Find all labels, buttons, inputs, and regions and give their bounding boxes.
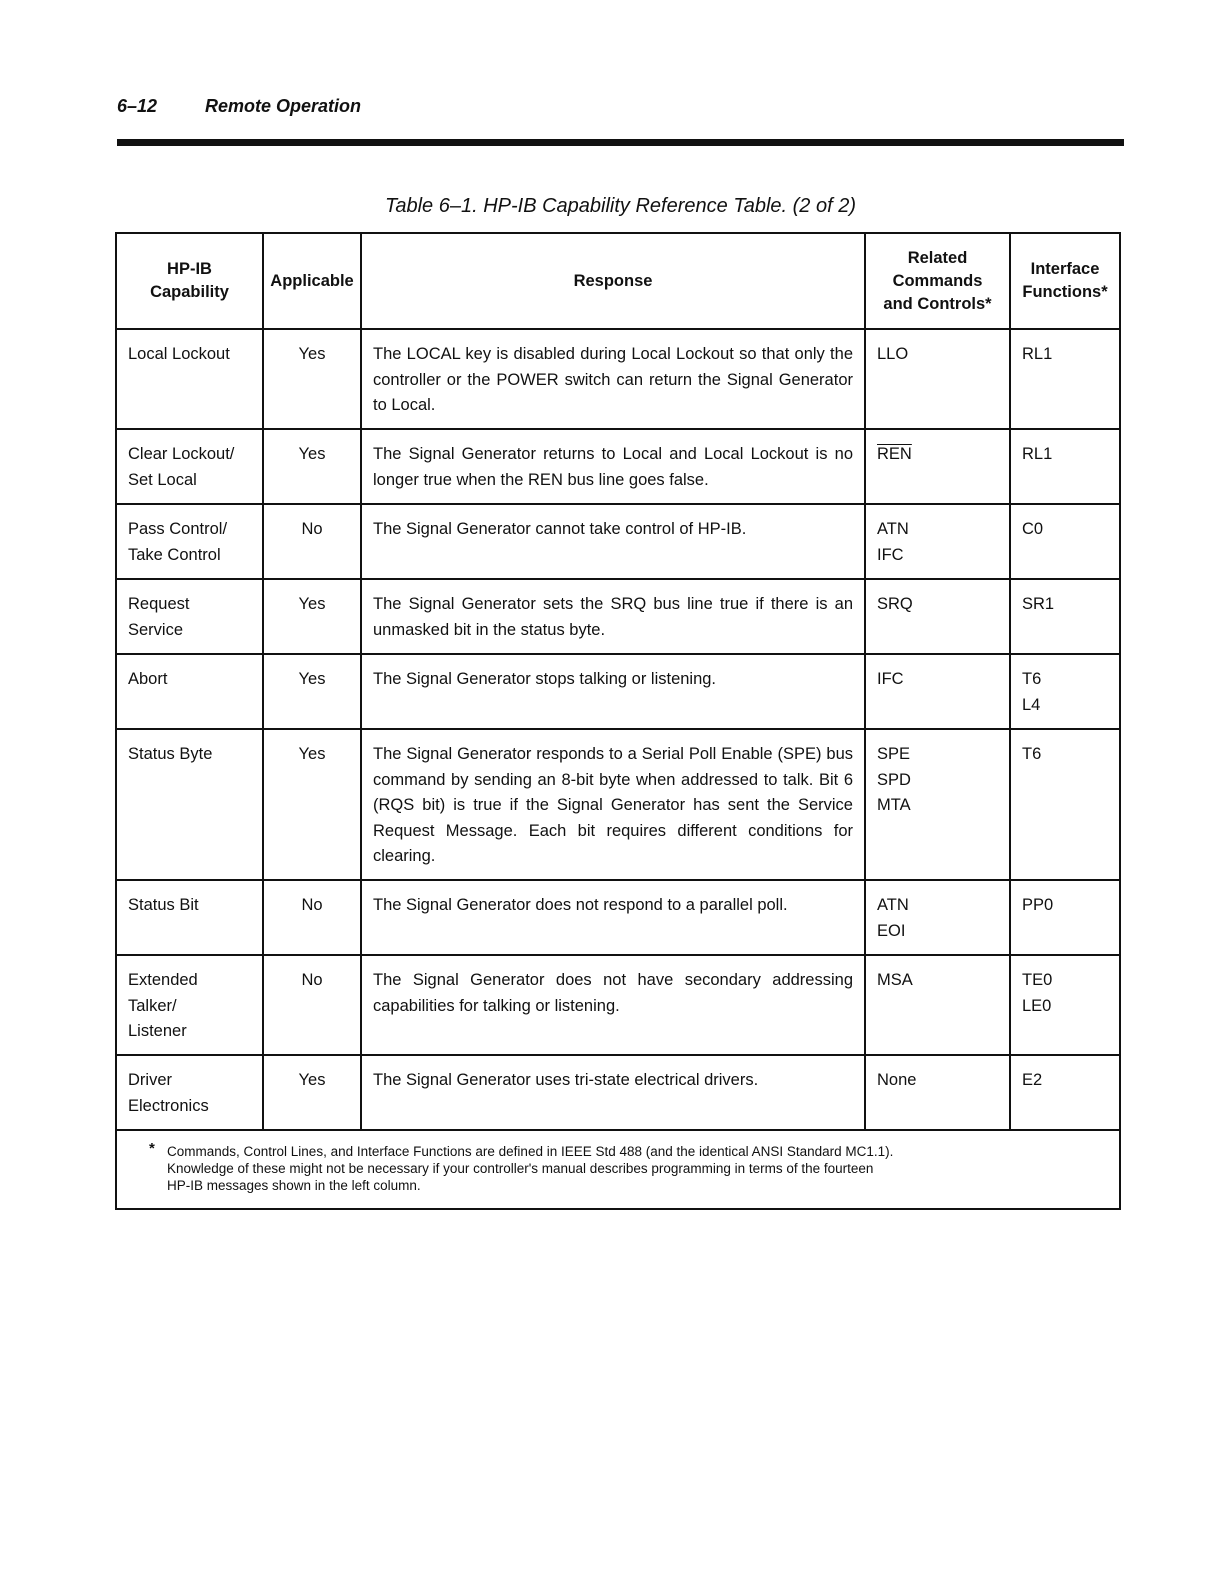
function-text: T6	[1022, 670, 1042, 688]
response-cell: The Signal Generator returns to Local and Local Lockout is no longer true when the REN bus line goes false.	[361, 429, 865, 504]
functions-cell	[1010, 429, 1120, 504]
col-capability-line: Capability	[150, 283, 229, 301]
footnote-marker: *	[149, 1140, 155, 1157]
capability-table	[115, 232, 1121, 1210]
capability-text: Status Bit	[128, 896, 199, 914]
col-applicable: Applicable	[263, 233, 361, 329]
functions-cell	[1010, 955, 1120, 1055]
col-capability	[116, 233, 263, 329]
command-text: LLO	[877, 345, 909, 363]
capability-text: Status Byte	[128, 745, 213, 763]
commands-cell	[865, 429, 1010, 504]
capability-cell	[116, 1055, 263, 1130]
table-row	[116, 729, 1120, 880]
capability-text: Driver	[128, 1071, 172, 1089]
table-row	[116, 654, 1120, 729]
functions-cell	[1010, 1055, 1120, 1130]
functions-cell	[1010, 504, 1120, 579]
function-text: E2	[1022, 1071, 1043, 1089]
commands-cell	[865, 329, 1010, 429]
commands-cell	[865, 504, 1010, 579]
functions-cell	[1010, 729, 1120, 880]
command-text: SPE	[877, 745, 911, 763]
capability-cell	[116, 429, 263, 504]
section-title: Remote Operation	[205, 96, 362, 116]
table-caption: Table 6–1. HP-IB Capability Reference Table. (2 of 2)	[384, 195, 856, 217]
applicable-cell: No	[263, 955, 361, 1055]
response-cell: The Signal Generator does not respond to a parallel poll.	[361, 880, 865, 955]
applicable-cell: Yes	[263, 429, 361, 504]
capability-text: Talker/	[128, 996, 177, 1015]
col-commands	[865, 233, 1010, 329]
footnote	[116, 1130, 1120, 1209]
table-row	[116, 329, 1120, 429]
capability-text: Clear Lockout/	[128, 445, 235, 463]
response-cell: The LOCAL key is disabled during Local Lockout so that only the controller or the POWER switch can return the Signal Generator to Local.	[361, 329, 865, 429]
function-text: TE0	[1022, 971, 1053, 989]
col-commands-line: and Controls*	[883, 294, 992, 313]
function-text: RL1	[1022, 345, 1053, 363]
applicable-cell: No	[263, 504, 361, 579]
capability-text: Abort	[128, 670, 168, 688]
col-functions	[1010, 233, 1120, 329]
table-row	[116, 880, 1120, 955]
command-text: EOI	[877, 921, 906, 940]
header-rule	[117, 139, 1124, 146]
command-text: SPD	[877, 770, 911, 789]
commands-cell	[865, 880, 1010, 955]
footnote-line: Commands, Control Lines, and Interface Functions are defined in IEEE Std 488 (and the identical ANSI Standard MC1.1).	[167, 1144, 894, 1159]
header-row	[116, 233, 1120, 329]
command-text: MSA	[877, 971, 913, 989]
function-text: SR1	[1022, 595, 1055, 613]
command-text: $\overline{REN}$	[877, 445, 912, 463]
response-cell: The Signal Generator responds to a Serial Poll Enable (SPE) bus command by sending an 8-bit byte when addressed to talk. Bit 6 (RQS bit) is true if the Signal Generator has sent the Service Request Message. Each bit requires different conditions for clearing.	[361, 729, 865, 880]
capability-cell	[116, 579, 263, 654]
response-cell: The Signal Generator uses tri-state electrical drivers.	[361, 1055, 865, 1130]
function-text: T6	[1022, 745, 1042, 763]
footnote-row	[116, 1130, 1120, 1209]
applicable-cell: Yes	[263, 579, 361, 654]
functions-cell	[1010, 329, 1120, 429]
capability-text: Service	[128, 620, 184, 639]
commands-cell	[865, 1055, 1010, 1130]
page-number: 6–12	[117, 96, 158, 116]
capability-cell	[116, 880, 263, 955]
command-text: SRQ	[877, 595, 913, 613]
col-functions-line: Functions*	[1022, 283, 1108, 301]
footnote-line: Knowledge of these might not be necessary if your controller's manual describes programming in terms of the fourteen	[167, 1161, 874, 1176]
function-text: C0	[1022, 520, 1044, 538]
command-text: None	[877, 1071, 917, 1089]
function-text: PP0	[1022, 896, 1054, 914]
command-text: MTA	[877, 796, 911, 814]
footnote-line: HP-IB messages shown in the left column.	[167, 1178, 421, 1193]
capability-text: Local Lockout	[128, 345, 230, 363]
capability-cell	[116, 504, 263, 579]
function-text: L4	[1022, 695, 1041, 714]
table-row	[116, 955, 1120, 1055]
col-response: Response	[361, 233, 865, 329]
applicable-cell: Yes	[263, 729, 361, 880]
command-text: IFC	[877, 545, 904, 564]
applicable-cell: No	[263, 880, 361, 955]
commands-cell	[865, 579, 1010, 654]
col-functions-line: Interface	[1030, 260, 1100, 278]
function-text: RL1	[1022, 445, 1053, 463]
functions-cell	[1010, 880, 1120, 955]
applicable-cell: Yes	[263, 329, 361, 429]
commands-cell	[865, 955, 1010, 1055]
capability-cell	[116, 654, 263, 729]
table-row	[116, 579, 1120, 654]
table-row	[116, 1055, 1120, 1130]
command-text: ATN	[877, 520, 909, 538]
response-cell: The Signal Generator cannot take control of HP-IB.	[361, 504, 865, 579]
table-row	[116, 504, 1120, 579]
capability-text: Take Control	[128, 545, 221, 564]
function-text: LE0	[1022, 996, 1052, 1015]
capability-cell	[116, 955, 263, 1055]
table-row	[116, 429, 1120, 504]
applicable-cell: Yes	[263, 654, 361, 729]
capability-cell	[116, 329, 263, 429]
functions-cell	[1010, 654, 1120, 729]
commands-cell	[865, 654, 1010, 729]
response-cell: The Signal Generator sets the SRQ bus line true if there is an unmasked bit in the status byte.	[361, 579, 865, 654]
capability-text: Pass Control/	[128, 520, 228, 538]
response-cell: The Signal Generator does not have secondary addressing capabilities for talking or listening.	[361, 955, 865, 1055]
capability-text: Request	[128, 595, 190, 613]
page-header	[117, 96, 361, 117]
capability-text: Listener	[128, 1022, 187, 1040]
capability-text: Extended	[128, 971, 198, 989]
response-cell: The Signal Generator stops talking or listening.	[361, 654, 865, 729]
col-commands-line: Related	[907, 248, 968, 267]
capability-cell	[116, 729, 263, 880]
capability-text: Electronics	[128, 1096, 209, 1115]
command-text: IFC	[877, 670, 904, 688]
col-capability-line: HP-IB	[167, 260, 212, 278]
commands-cell	[865, 729, 1010, 880]
command-text: ATN	[877, 896, 909, 914]
capability-text: Set Local	[128, 470, 197, 489]
functions-cell	[1010, 579, 1120, 654]
col-commands-line: Commands	[892, 271, 983, 290]
applicable-cell: Yes	[263, 1055, 361, 1130]
